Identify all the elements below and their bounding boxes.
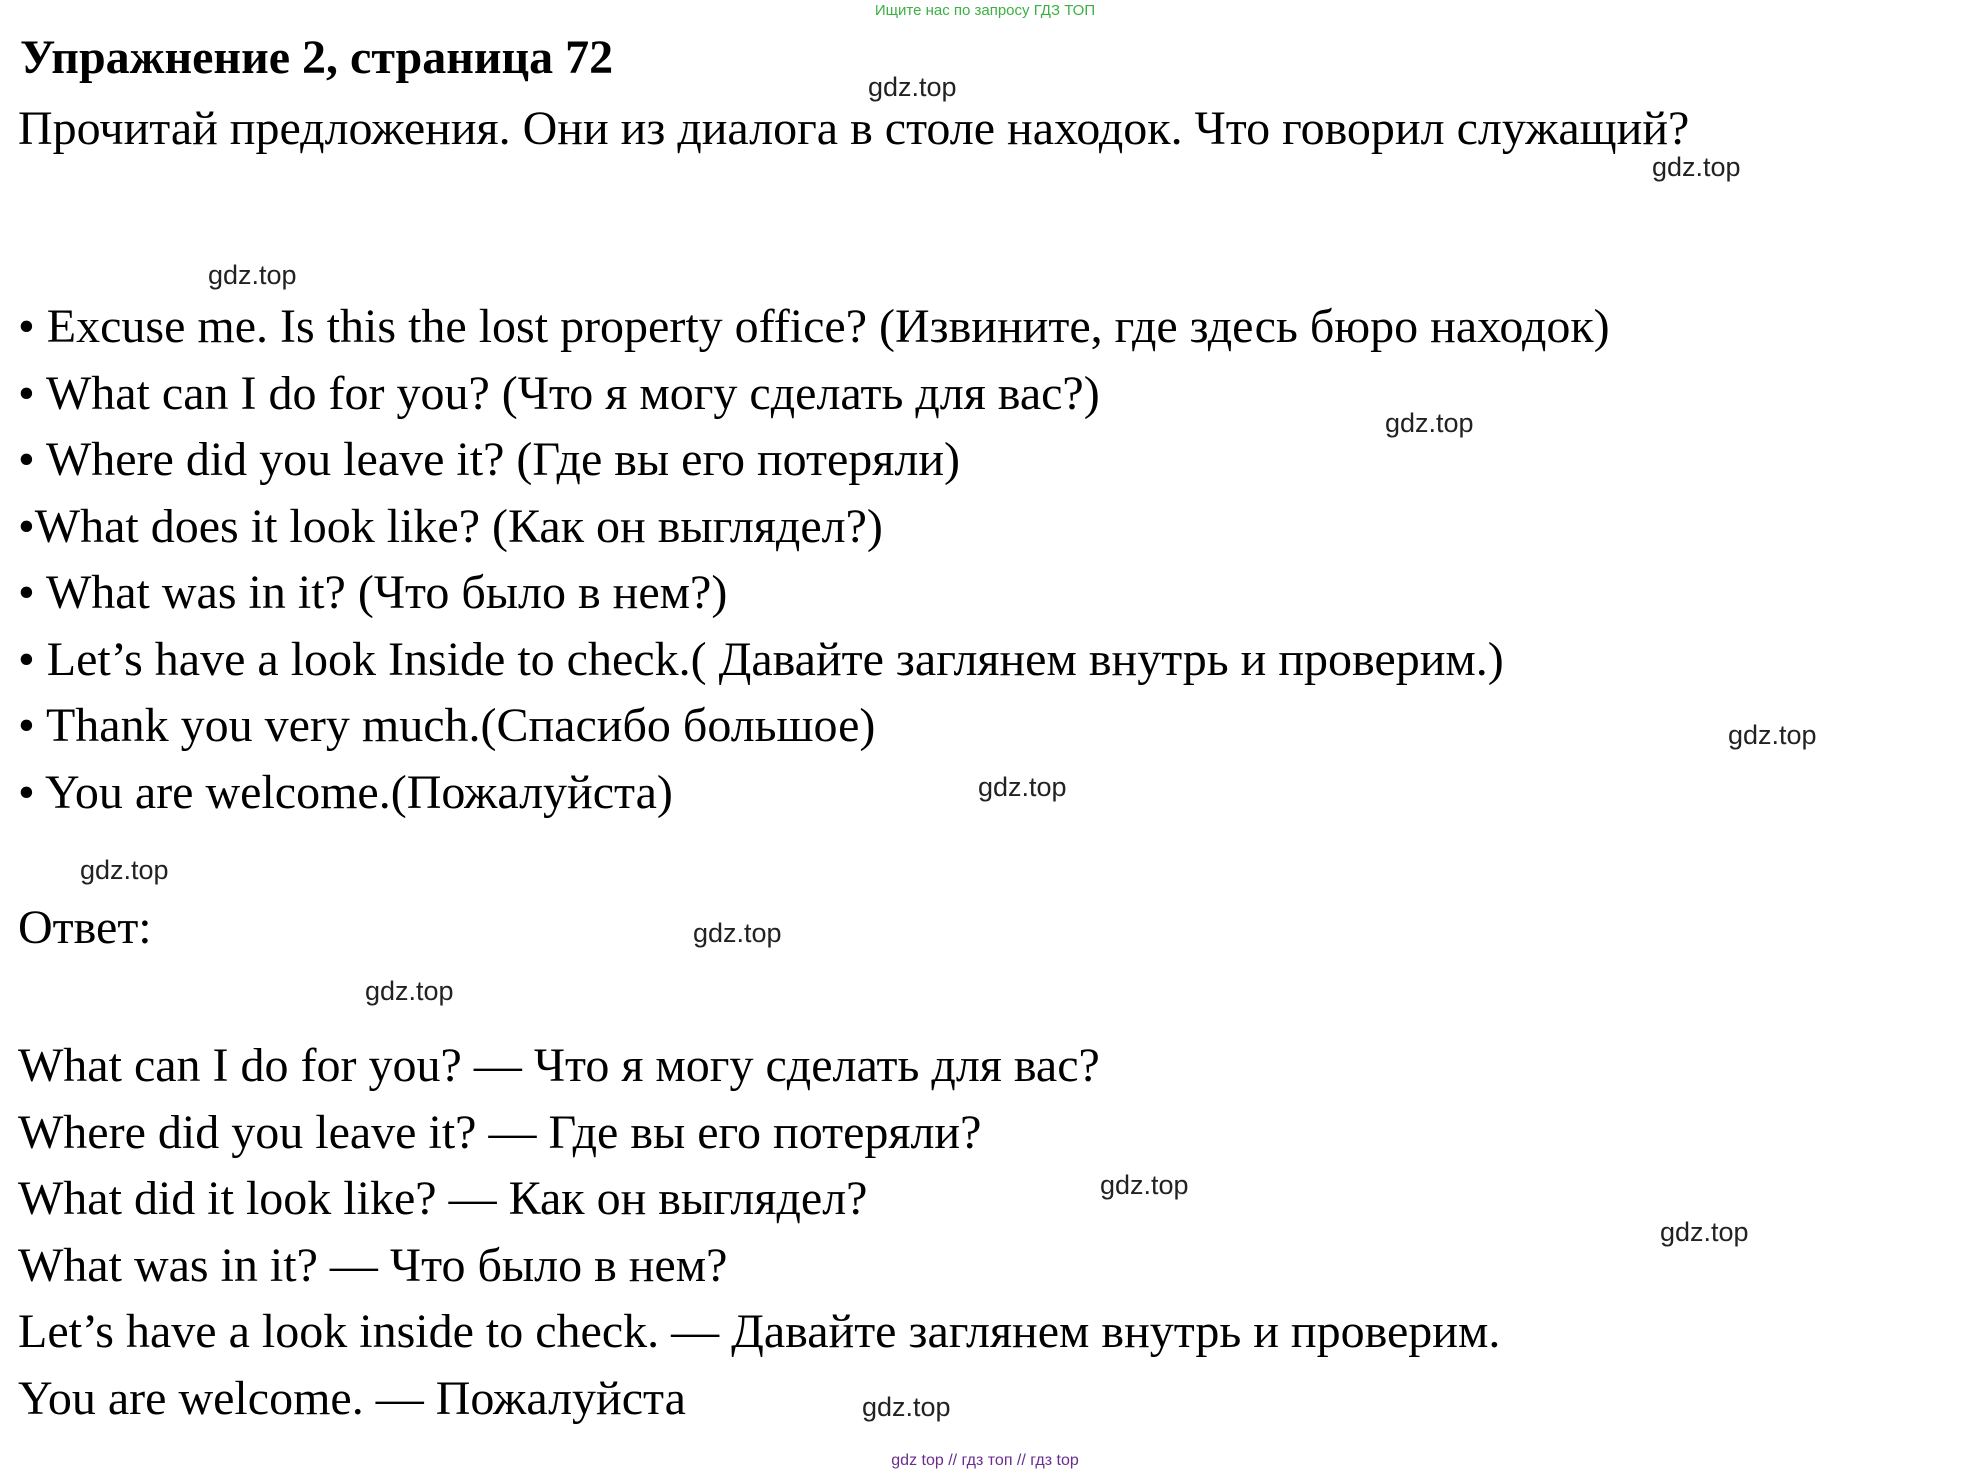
sentence-item: • Excuse me. Is this the lost property office? (Извините, где здесь бюро находок) [18, 300, 1610, 353]
answer-item: You are welcome. — Пожалуйста [18, 1371, 686, 1425]
sentence-item: • What was in it? (Что было в нем?) [18, 566, 728, 619]
watermark: gdz.top [862, 1392, 951, 1422]
top-banner: Ищите нас по запросу ГДЗ ТОП [874, 2, 1096, 19]
answer-item: What can I do for you? — Что я могу сделать для вас? [18, 1039, 1100, 1092]
answer-item: Where did you leave it? — Где вы его потеряли? [18, 1105, 982, 1159]
sentence-item: • Let’s have a look Inside to check.( Давайте заглянем внутрь и проверим.) [18, 632, 1504, 686]
watermark: gdz.top [978, 772, 1067, 802]
watermark: gdz.top [365, 976, 454, 1006]
footer-links: gdz top // гдз топ // гдз top [891, 1452, 1079, 1469]
watermark: gdz.top [208, 260, 297, 290]
watermark: gdz.top [80, 855, 169, 885]
watermark: gdz.top [868, 72, 957, 102]
sentence-item: • Where did you leave it? (Где вы его потеряли) [18, 433, 960, 486]
watermark: gdz.top [1660, 1217, 1749, 1247]
sentence-item: • What can I do for you? (Что я могу сделать для вас?) [18, 366, 1100, 420]
page-title: Упражнение 2, страница 72 [20, 31, 614, 84]
watermark: gdz.top [1385, 408, 1474, 438]
answer-item: Let’s have a look inside to check. — Давайте заглянем внутрь и проверим. [18, 1305, 1501, 1358]
watermark: gdz.top [693, 918, 782, 948]
watermark: gdz.top [1652, 152, 1741, 182]
watermark: gdz.top [1728, 720, 1817, 750]
sentence-list [18, 294, 1610, 826]
sentence-item: •What does it look like? (Как он выглядел?) [18, 499, 883, 553]
exercise-instruction: Прочитай предложения. Они из диалога в столе находок. Что говорил служащий? [18, 102, 1690, 155]
answer-list [18, 1033, 1500, 1432]
answer-heading: Ответ: [18, 901, 152, 954]
answer-item: What was in it? — Что было в нем? [18, 1238, 728, 1292]
answer-item: What did it look like? — Как он выглядел? [18, 1172, 868, 1225]
sentence-item: • Thank you very much.(Спасибо большое) [18, 699, 876, 752]
sentence-item: • You are welcome.(Пожалуйста) [18, 765, 673, 819]
watermark: gdz.top [1100, 1170, 1189, 1200]
